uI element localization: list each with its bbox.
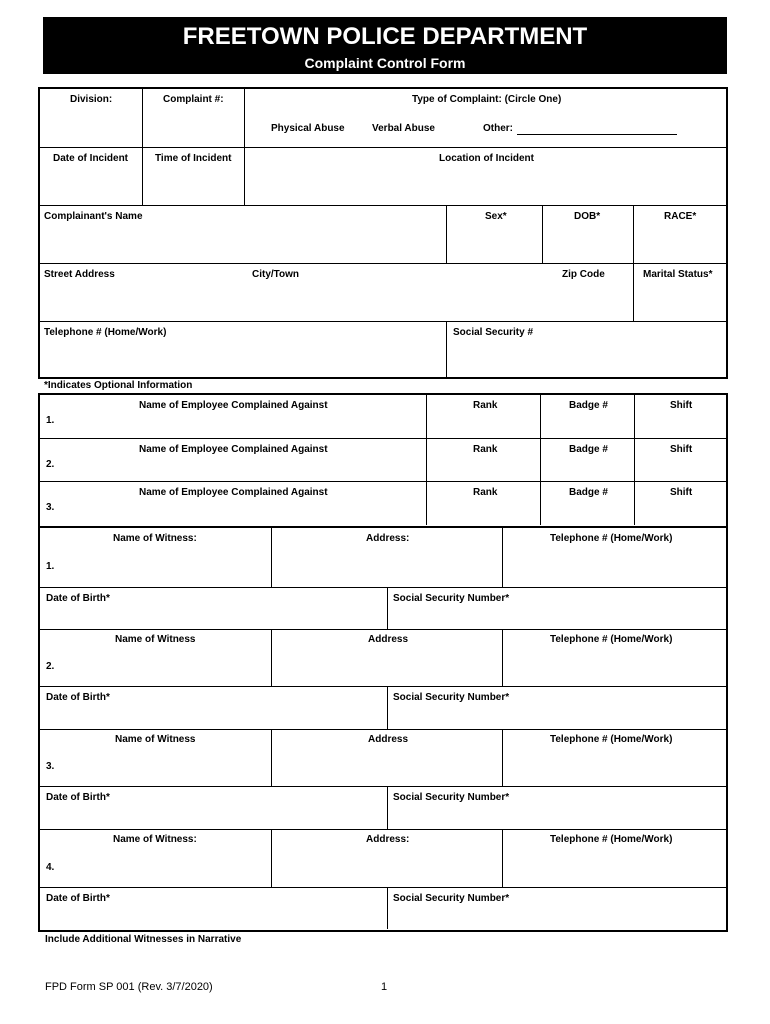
department-title: FREETOWN POLICE DEPARTMENT [182,23,588,50]
page-number: 1 [381,981,388,993]
witness-address-field-3[interactable] [271,729,502,786]
marital-status-label: Marital Status* [643,269,713,280]
witness-name-label: Name of Witness: [113,834,197,845]
witness-ssn-field-4[interactable] [387,887,727,929]
physical-abuse-option[interactable]: Physical Abuse [271,123,345,134]
witness-name-label: Name of Witness [115,734,196,745]
dob-field[interactable] [542,205,633,263]
complaint-number-field[interactable] [142,89,244,147]
complaint-number-label: Complaint #: [163,94,224,105]
complaint-section [38,87,728,379]
witness-name-label: Name of Witness: [113,533,197,544]
employee-number: 3. [46,502,55,513]
witness-name-field-4[interactable] [40,829,271,887]
other-label: Other: [483,123,513,134]
witness-number: 3. [46,761,55,772]
form-subtitle: Complaint Control Form [304,55,466,71]
optional-info-note: *Indicates Optional Information [44,380,193,391]
additional-witnesses-note: Include Additional Witnesses in Narrative [45,934,242,945]
witness-name-label: Name of Witness [115,634,196,645]
employees-section [38,393,728,528]
verbal-abuse-option[interactable]: Verbal Abuse [372,123,435,134]
witness-dob-field-1[interactable] [40,587,387,629]
witness-address-field-1[interactable] [271,528,502,587]
city-town-label: City/Town [252,269,300,280]
employee-rank-field-1[interactable] [426,395,540,438]
division-field[interactable] [40,89,142,147]
witness-telephone-label: Telephone # (Home/Work) [550,834,673,845]
location-of-incident-label: Location of Incident [439,153,534,164]
witness-name-field-1[interactable] [40,528,271,587]
witness-telephone-label: Telephone # (Home/Work) [550,734,673,745]
shift-label: Shift [670,444,693,455]
time-of-incident-field[interactable] [142,147,244,205]
address-field[interactable] [40,263,633,321]
sex-label: Sex* [485,211,507,222]
witness-dob-label: Date of Birth* [46,792,110,803]
employee-shift-field-3[interactable] [634,481,727,525]
witness-telephone-field-2[interactable] [502,629,727,686]
employee-name-label: Name of Employee Complained Against [139,487,328,498]
witness-telephone-field-3[interactable] [502,729,727,786]
date-of-incident-label: Date of Incident [53,153,129,164]
witness-telephone-field-1[interactable] [502,528,727,587]
complaint-type-field [244,89,727,147]
witness-ssn-field-2[interactable] [387,686,727,729]
marital-status-field[interactable] [633,263,727,321]
witness-address-label: Address [368,634,409,645]
social-security-label: Social Security # [453,327,534,338]
form-id: FPD Form SP 001 (Rev. 3/7/2020) [45,981,213,993]
witness-telephone-label: Telephone # (Home/Work) [550,634,673,645]
employee-name-field-2[interactable] [40,438,426,481]
witness-ssn-field-1[interactable] [387,587,727,629]
employee-name-field-1[interactable] [40,395,426,438]
dob-label: DOB* [574,211,601,222]
witness-address-label: Address [368,734,409,745]
witness-ssn-label: Social Security Number* [393,792,510,803]
telephone-field[interactable] [40,321,446,378]
badge-label: Badge # [569,487,608,498]
witness-telephone-label: Telephone # (Home/Work) [550,533,673,544]
witness-name-field-2[interactable] [40,629,271,686]
employee-number: 2. [46,459,55,470]
witness-address-label: Address: [366,834,410,845]
race-label: RACE* [664,211,697,222]
employee-badge-field-2[interactable] [540,438,634,481]
employee-name-field-3[interactable] [40,481,426,525]
witness-number: 2. [46,661,55,672]
social-security-field[interactable] [446,321,727,378]
location-of-incident-field[interactable] [244,147,727,205]
sex-field[interactable] [446,205,542,263]
telephone-label: Telephone # (Home/Work) [44,327,167,338]
shift-label: Shift [670,400,693,411]
witnesses-section [38,526,728,932]
employee-rank-field-3[interactable] [426,481,540,525]
witness-dob-field-4[interactable] [40,887,387,929]
employee-number: 1. [46,415,55,426]
witness-number: 4. [46,862,55,873]
shift-label: Shift [670,487,693,498]
witness-ssn-label: Social Security Number* [393,692,510,703]
form-header [43,17,727,74]
badge-label: Badge # [569,400,608,411]
witness-dob-field-3[interactable] [40,786,387,829]
employee-badge-field-1[interactable] [540,395,634,438]
rank-label: Rank [473,400,498,411]
time-of-incident-label: Time of Incident [155,153,232,164]
witness-telephone-field-4[interactable] [502,829,727,887]
zip-code-label: Zip Code [562,269,605,280]
badge-label: Badge # [569,444,608,455]
race-field[interactable] [633,205,727,263]
employee-name-label: Name of Employee Complained Against [139,444,328,455]
employee-badge-field-3[interactable] [540,481,634,525]
witness-address-label: Address: [366,533,410,544]
employee-shift-field-2[interactable] [634,438,727,481]
witness-dob-label: Date of Birth* [46,692,110,703]
witness-dob-label: Date of Birth* [46,593,110,604]
other-blank-line[interactable] [517,125,677,135]
rank-label: Rank [473,487,498,498]
date-of-incident-field[interactable] [40,147,142,205]
employee-name-label: Name of Employee Complained Against [139,400,328,411]
witness-dob-field-2[interactable] [40,686,387,729]
witness-address-field-4[interactable] [271,829,502,887]
witness-number: 1. [46,561,55,572]
complainant-name-field[interactable] [40,205,446,263]
complainant-name-label: Complainant's Name [44,211,143,222]
witness-name-field-3[interactable] [40,729,271,786]
witness-ssn-field-3[interactable] [387,786,727,829]
complaint-type-label: Type of Complaint: (Circle One) [412,94,562,105]
witness-address-field-2[interactable] [271,629,502,686]
rank-label: Rank [473,444,498,455]
other-option[interactable] [483,123,677,135]
street-address-label: Street Address [44,269,115,280]
employee-rank-field-2[interactable] [426,438,540,481]
employee-shift-field-1[interactable] [634,395,727,438]
witness-ssn-label: Social Security Number* [393,593,510,604]
witness-ssn-label: Social Security Number* [393,893,510,904]
witness-dob-label: Date of Birth* [46,893,110,904]
division-label: Division: [70,94,113,105]
